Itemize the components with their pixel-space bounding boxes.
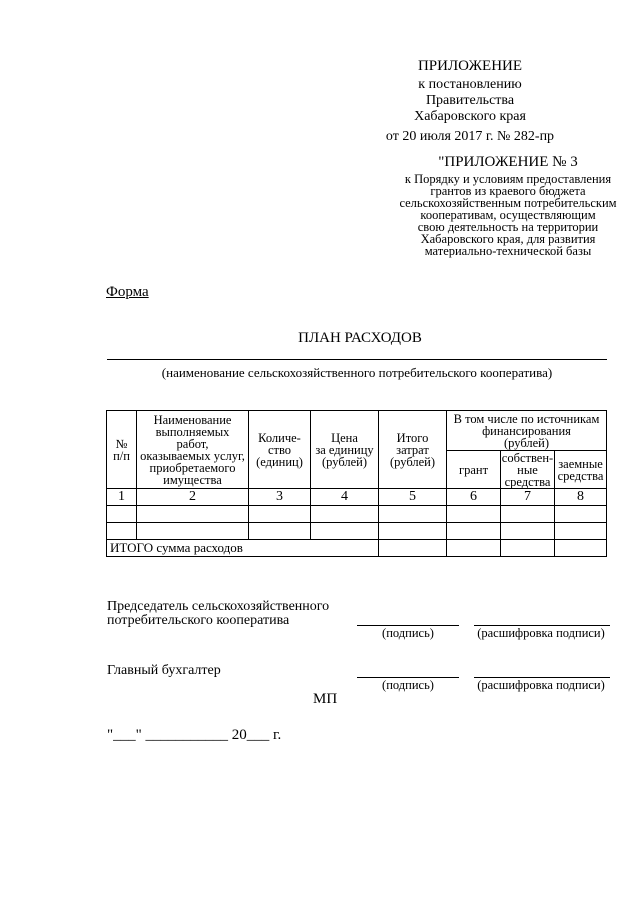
appendix3-line: к Порядку и условиям предоставления [404, 172, 612, 186]
header-own-funds: собствен- ные средства [501, 450, 554, 489]
appendix-line-3: Хабаровского края [414, 109, 526, 124]
form-label: Форма [106, 284, 149, 300]
appendix3-header [392, 154, 624, 257]
appendix3-line: Хабаровского края, для развития [420, 232, 596, 246]
appendix3-line: материально-технической базы [424, 244, 592, 258]
table-header-row [107, 411, 607, 451]
accountant-label: Главный бухгалтер [107, 663, 221, 678]
col-number: 2 [137, 489, 249, 506]
appendix3-line: грантов из краевого бюджета [430, 184, 586, 198]
decode-caption: (расшифровка подписи) [477, 626, 605, 640]
col-number: 4 [311, 489, 379, 506]
header-name: Наименование выполняемых работ, оказываемых услуг, приобретаемого имущества [137, 411, 249, 489]
table-row[interactable] [107, 523, 607, 540]
org-name-line[interactable] [107, 359, 607, 360]
appendix3-line: свою деятельность на территории [417, 220, 599, 234]
appendix3-line: кооперативам, осуществляющим [420, 208, 596, 222]
column-number-row [107, 489, 607, 506]
signature-caption: (подпись) [382, 678, 434, 692]
signature-caption: (подпись) [382, 626, 434, 640]
header-total: Итого затрат (рублей) [379, 411, 447, 489]
appendix-date: от 20 июля 2017 г. № 282-пр [385, 129, 555, 144]
appendix3-line: сельскохозяйственным потребительским [399, 196, 617, 210]
header-grant: грант [447, 451, 501, 489]
appendix3-title: "ПРИЛОЖЕНИЕ № 3 [438, 154, 578, 170]
appendix-header [380, 58, 560, 144]
appendix-line-2: Правительства [425, 93, 515, 108]
total-row [107, 540, 607, 557]
decode-caption: (расшифровка подписи) [477, 678, 605, 692]
total-label: ИТОГО сумма расходов [107, 540, 379, 557]
col-number: 7 [501, 489, 555, 506]
header-price: Цена за единицу (рублей) [311, 411, 379, 489]
stamp-placeholder: МП [313, 691, 338, 707]
chairman-label: Председатель сельскохозяйственного потребительского кооператива [107, 599, 330, 628]
expense-table [106, 410, 607, 557]
col-number: 8 [555, 489, 607, 506]
col-number: 6 [447, 489, 501, 506]
appendix-line-1: к постановлению [418, 77, 522, 92]
header-quantity: Количе- ство (единиц) [249, 411, 311, 489]
appendix-title: ПРИЛОЖЕНИЕ [417, 58, 523, 74]
header-number: № п/п [107, 411, 137, 489]
date-line[interactable]: "___" ___________ 20___ г. [107, 727, 282, 743]
plan-title: ПЛАН РАСХОДОВ [298, 330, 422, 346]
header-sources: В том числе по источникам финансирования (рублей) [447, 411, 607, 451]
table-row[interactable] [107, 506, 607, 523]
appendix3-desc [392, 173, 624, 257]
col-number: 1 [107, 489, 137, 506]
org-name-caption: (наименование сельскохозяйственного потребительского кооператива) [161, 365, 553, 380]
header-loan-funds: заемные средства [555, 451, 607, 489]
col-number: 3 [249, 489, 311, 506]
col-number: 5 [379, 489, 447, 506]
